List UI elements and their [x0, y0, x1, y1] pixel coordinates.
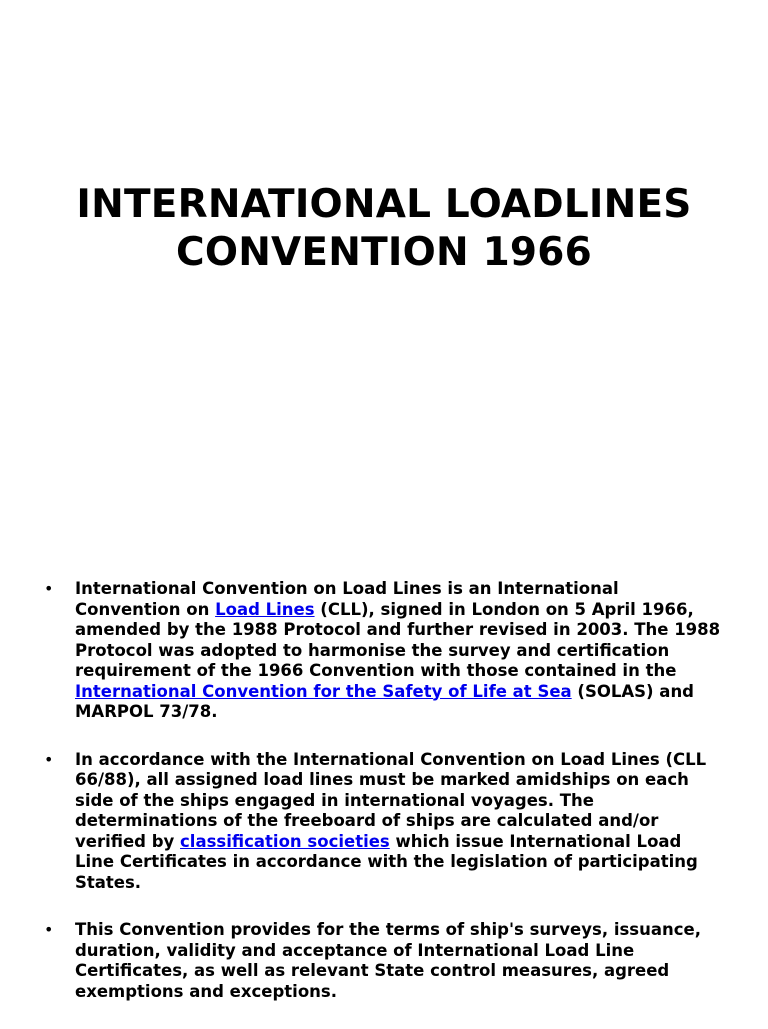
load-lines-link[interactable]: Load Lines: [215, 599, 315, 619]
classification-societies-link[interactable]: classification societies: [180, 831, 390, 851]
paragraph-text: In accordance with the International Convention on Load Lines (CLL 66/88), all assigned load lines must be marked amidships on each side of the ships engaged in international voyages. The determinations of the freeboard of ships are calculated and/or verified by: [75, 749, 707, 851]
paragraph-text: which issue International Load Line Certificates in accordance with the legislation of participating States.: [75, 831, 698, 892]
paragraph-text: This Convention provides for the terms of ship's surveys, issuance, duration, validity and acceptance of International Load Line Certificates, as well as relevant State control measures, agreed exemptions and exceptions.: [75, 920, 701, 1001]
title-line-2: CONVENTION 1966: [176, 230, 592, 275]
paragraph-text: (SOLAS) and MARPOL 73/78.: [75, 681, 694, 721]
solas-link[interactable]: International Convention for the Safety of Life at Sea: [75, 681, 572, 701]
bullet-marker: •: [44, 920, 54, 939]
bullet-marker: •: [44, 579, 54, 598]
paragraph-text: (CLL), signed in London on 5 April 1966, amended by the 1988 Protocol and further revised in 2003. The 1988 Protocol was adopted to harmonise the survey and certification requirement of the 1966 Convention with those contained in the: [75, 599, 721, 680]
bullet-list: [0, 579, 768, 1029]
list-item: [0, 579, 768, 723]
bullet-marker: •: [44, 749, 54, 769]
list-item: [0, 750, 768, 894]
paragraph-text: International Convention on Load Lines is an International Convention on: [75, 579, 619, 619]
list-item: [0, 920, 768, 1002]
page-title: [0, 181, 768, 277]
title-line-1: INTERNATIONAL LOADLINES: [76, 182, 692, 227]
